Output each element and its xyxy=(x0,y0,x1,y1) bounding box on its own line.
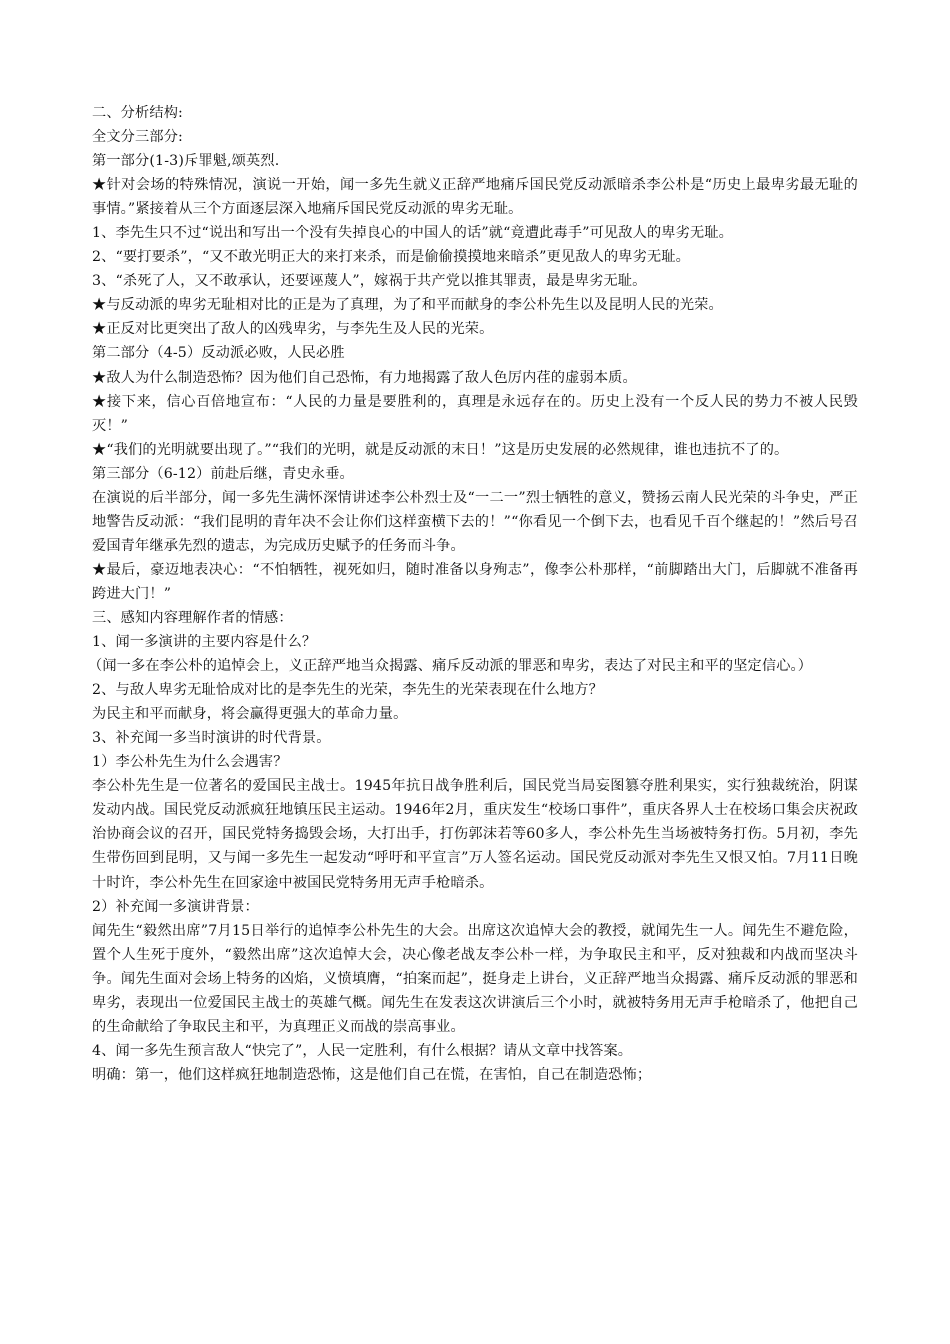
answer: （闻一多在李公朴的追悼会上，义正辞严地当众揭露、痛斥反动派的罪恶和卑劣，表达了对民主和平的坚定信心。） xyxy=(88,658,813,675)
answer: 为民主和平而献身，将会赢得更强大的革命力量。 xyxy=(92,706,408,723)
question: 1、闻一多演讲的主要内容是什么？ xyxy=(92,634,317,651)
paragraph: ★最后，豪迈地表决心：“不怕牺牲，视死如归，随时准备以身殉志”，像李公朴那样，“前脚踏出大门，后脚就不准备再跨进大门！” xyxy=(92,561,858,602)
question: 3、补充闻一多当时演讲的时代背景。 xyxy=(92,730,331,747)
paragraph: ★接下来，信心百倍地宣布：“人民的力量是要胜利的，真理是永远存在的。历史上没有一个反人民的势力不被人民毁灭！” xyxy=(92,393,858,434)
section-heading-understanding: 三、感知内容理解作者的情感： xyxy=(92,609,293,626)
document-page xyxy=(88,101,858,1087)
paragraph: 李公朴先生是一位著名的爱国民主战士。1945年抗日战争胜利后，国民党当局妄图篡夺胜利果实，实行独裁统治，阴谋发动内战。国民党反动派疯狂地镇压民主运动。1946年2月，重庆发生“校场口事件”，重庆各界人士在校场口集会庆祝政治协商会议的召开，国民党特务捣毁会场，大打出手，打伤郭沫若等60多人，李公朴先生当场被特务打伤。5月初，李先生带伤回到昆明，又与闻一多先生一起发动“呼吁和平宣言”万人签名运动。国民党反动派对李先生又恨又怕。7月11日晚十时许，李公朴先生在回家途中被国民党特务用无声手枪暗杀。 xyxy=(92,778,858,891)
sub-question: 1）李公朴先生为什么会遇害？ xyxy=(92,754,288,771)
part-heading-1: 第一部分(1-3)斥罪魁,颂英烈. xyxy=(92,153,280,170)
paragraph: 全文分三部分: xyxy=(92,129,183,146)
part-heading-2: 第二部分（4-5）反动派必败，人民必胜 xyxy=(92,345,345,362)
paragraph: 在演说的后半部分，闻一多先生满怀深情讲述李公朴烈士及“一二一”烈士牺牲的意义，赞扬云南人民光荣的斗争史，严正地警告反动派：“我们昆明的青年决不会让你们这样蛮横下去的！”“你看见一个倒下去，也看见千百个继起的！”然后号召爱国青年继承先烈的遗志，为完成历史赋予的任务而斗争。 xyxy=(92,489,858,554)
sub-question: 2）补充闻一多演讲背景： xyxy=(92,898,259,915)
list-item: 2、“要打要杀”，“又不敢光明正大的来打来杀，而是偷偷摸摸地来暗杀”更见敌人的卑劣无耻。 xyxy=(92,249,690,266)
section-heading-structure: 二、分析结构: xyxy=(92,105,183,121)
paragraph: ★与反动派的卑劣无耻相对比的正是为了真理，为了和平而献身的李公朴先生以及昆明人民的光荣。 xyxy=(92,297,723,314)
paragraph: ★针对会场的特殊情况，演说一开始，闻一多先生就义正辞严地痛斥国民党反动派暗杀李公朴是“历史上最卑劣最无耻的事情。”紧接着从三个方面逐层深入地痛斥国民党反动派的卑劣无耻。 xyxy=(92,177,858,218)
part-heading-3: 第三部分（6-12）前赴后继，青史永垂。 xyxy=(92,465,354,482)
answer: 明确：第一，他们这样疯狂地制造恐怖，这是他们自己在慌，在害怕，自己在制造恐怖； xyxy=(92,1066,652,1083)
list-item: 1、李先生只不过“说出和写出一个没有失掉良心的中国人的话”就“竟遭此毒手”可见敌人的卑劣无耻。 xyxy=(92,225,733,242)
paragraph: ★敌人为什么制造恐怖？因为他们自己恐怖，有力地揭露了敌人色厉内荏的虚弱本质。 xyxy=(92,369,637,386)
paragraph: ★“我们的光明就要出现了。”“我们的光明，就是反动派的末日！”这是历史发展的必然规律，谁也违抗不了的。 xyxy=(92,441,789,458)
question: 4、闻一多先生预言敌人“快完了”，人民一定胜利，有什么根据？请从文章中找答案。 xyxy=(92,1042,633,1059)
paragraph: ★正反对比更突出了敌人的凶残卑劣，与李先生及人民的光荣。 xyxy=(92,321,494,338)
paragraph: 闻先生“毅然出席”7月15日举行的追悼李公朴先生的大会。出席这次追悼大会的教授，就闻先生一人。闻先生不避危险，置个人生死于度外，“毅然出席”这次追悼大会，决心像老战友李公朴一样，为争取民主和平，反对独裁和内战而坚决斗争。闻先生面对会场上特务的凶焰，义愤填膺，“拍案而起”，挺身走上讲台，义正辞严地当众揭露、痛斥反动派的罪恶和卑劣，表现出一位爱国民主战士的英雄气概。闻先生在发表这次讲演后三个小时，就被特务用无声手枪暗杀了，他把自己的生命献给了争取民主和平，为真理正义而战的崇高事业。 xyxy=(92,922,858,1035)
list-item: 3、“杀死了人，又不敢承认，还要诬蔑人”，嫁祸于共产党以推其罪责，最是卑劣无耻。 xyxy=(92,273,647,290)
question: 2、与敌人卑劣无耻恰成对比的是李先生的光荣，李先生的光荣表现在什么地方？ xyxy=(92,682,603,699)
